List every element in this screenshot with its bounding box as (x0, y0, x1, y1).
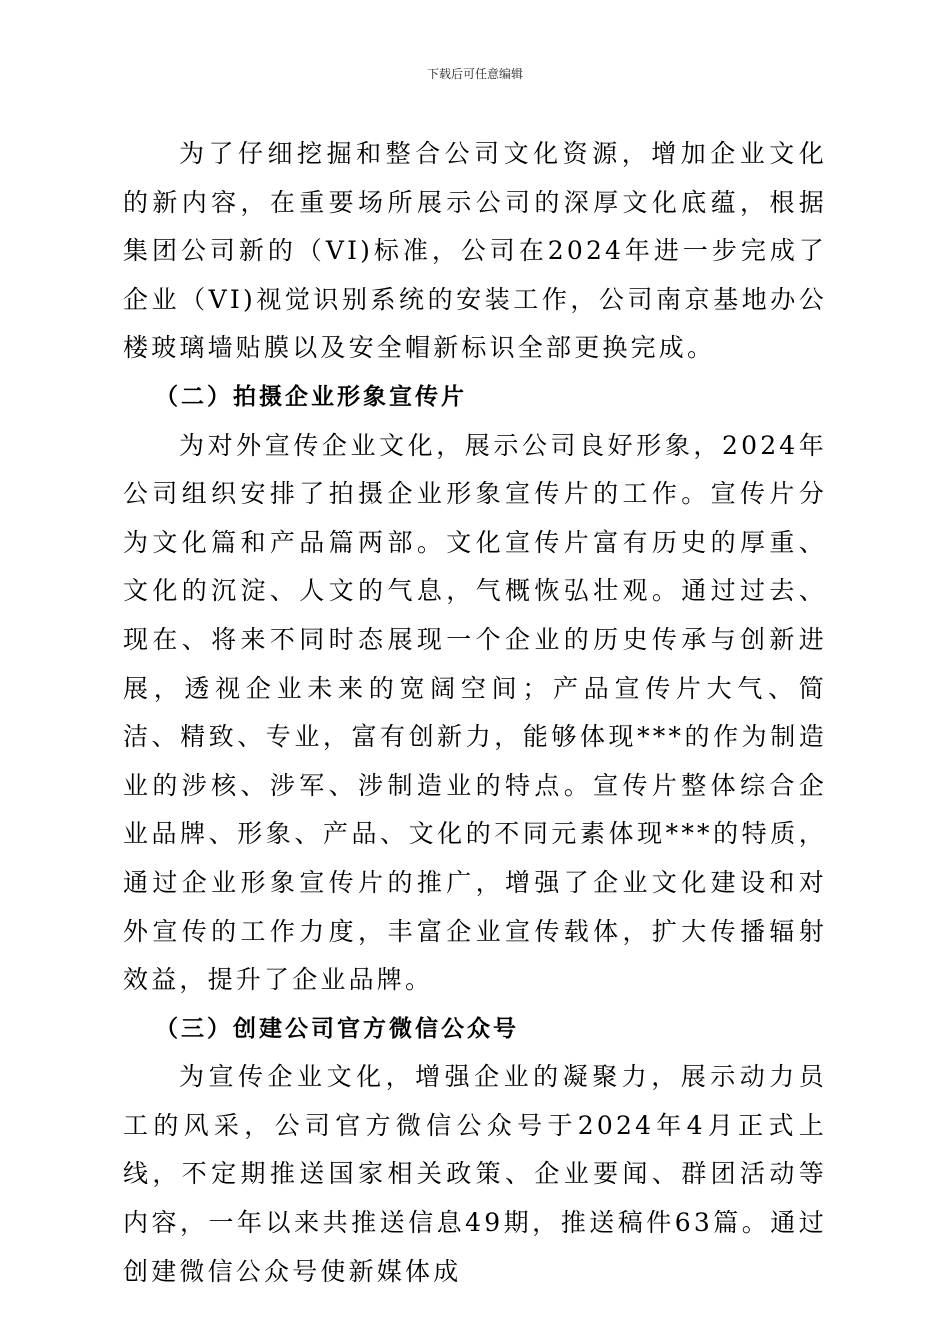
paragraph-promo-video: 为对外宣传企业文化，展示公司良好形象，2024年公司组织安排了拍摄企业形象宣传片的工作。宣传片分为文化篇和产品篇两部。文化宣传片富有历史的厚重、文化的沉淀、人文的气息，气概恢弘壮观。通过过去、现在、将来不同时态展现一个企业的历史传承与创新进展，透视企业未来的宽阔空间；产品宣传片大气、简洁、精致、专业，富有创新力，能够体现***的作为制造业的涉核、涉军、涉制造业的特点。宣传片整体综合企业品牌、形象、产品、文化的不同元素体现***的特质，通过企业形象宣传片的推广，增强了企业文化建设和对外宣传的工作力度，丰富企业宣传载体，扩大传播辐射效益，提升了企业品牌。 (123, 430, 827, 995)
document-body (123, 130, 827, 1296)
section-heading-promo-video: （二）拍摄企业形象宣传片 (155, 382, 467, 410)
paragraph-vi-system: 为了仔细挖掘和整合公司文化资源，增加企业文化的新内容，在重要场所展示公司的深厚文化底蕴，根据集团公司新的（VI)标准，公司在2024年进一步完成了企业（VI)视觉识别系统的安装工作，公司南京基地办公楼玻璃墙贴膜以及安全帽新标识全部更换完成。 (123, 139, 827, 363)
page-header: 下载后可任意编辑 (426, 67, 523, 81)
section-heading-wechat: （三）创建公司官方微信公众号 (155, 1014, 519, 1042)
paragraph-wechat: 为宣传企业文化，增强企业的凝聚力，展示动力员工的风采，公司官方微信公众号于2024年4月正式上线，不定期推送国家相关政策、企业要闻、群团活动等内容，一年以来共推送信息49期，推送稿件63篇。通过创建微信公众号使新媒体成 (123, 1062, 827, 1286)
